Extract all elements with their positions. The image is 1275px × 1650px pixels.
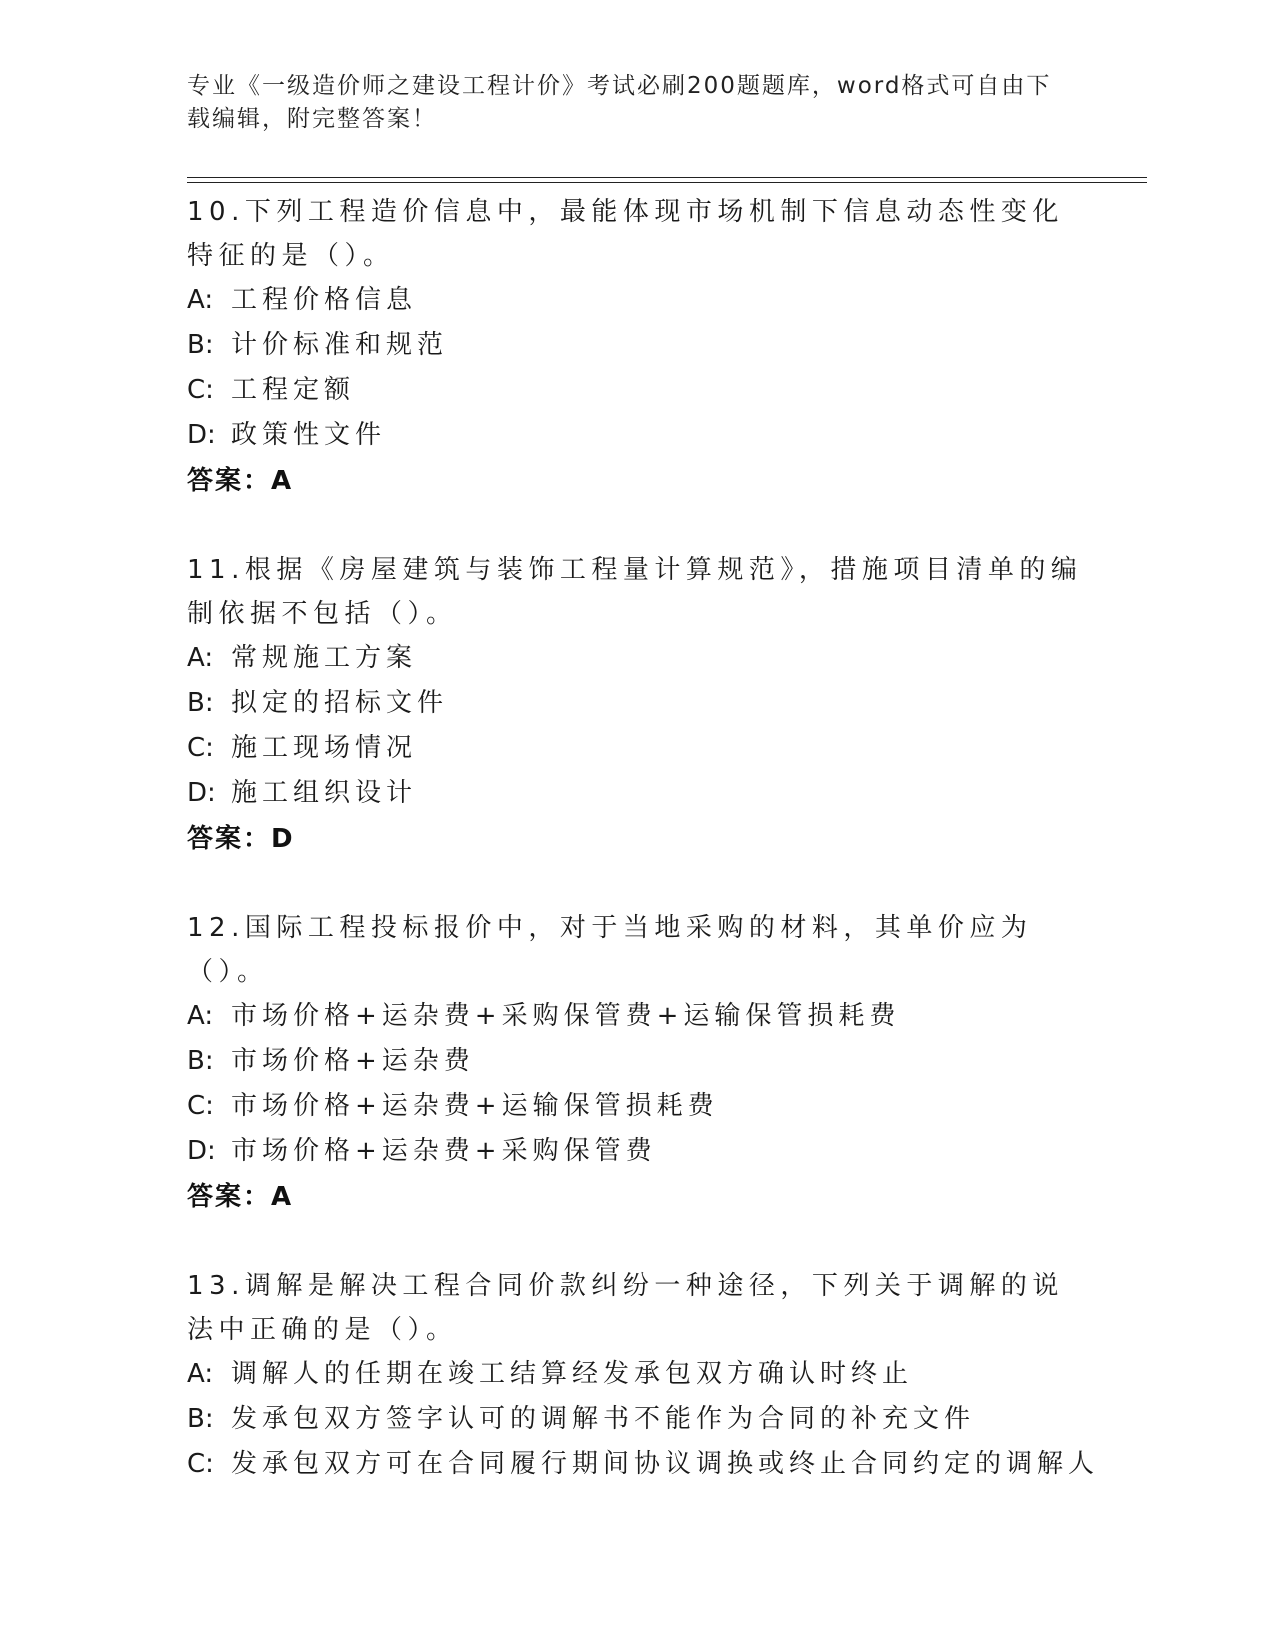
option-d xyxy=(187,1129,1087,1174)
option-a xyxy=(187,994,1087,1039)
option-letter: C: xyxy=(187,733,214,763)
option-b xyxy=(187,1397,1087,1442)
option-letter: C: xyxy=(187,375,214,405)
option-text: 计价标准和规范 xyxy=(231,330,449,360)
answer-line: 答案：D xyxy=(187,824,295,854)
option-text: 常规施工方案 xyxy=(231,643,418,673)
question-spacer xyxy=(187,504,1087,548)
option-text: 市场价格+运杂费+采购保管费 xyxy=(231,1136,657,1166)
question-text: 10.下列工程造价信息中，最能体现市场机制下信息动态性变化特征的是（）。 xyxy=(187,197,1064,271)
option-text: 政策性文件 xyxy=(231,420,387,450)
option-text: 市场价格+运杂费+采购保管费+运输保管损耗费 xyxy=(231,1001,901,1031)
question-spacer xyxy=(187,862,1087,906)
option-letter: A: xyxy=(187,285,214,315)
option-c xyxy=(187,1442,1100,1487)
option-letter: B: xyxy=(187,1046,214,1076)
answer-line: 答案：A xyxy=(187,466,294,496)
option-letter: B: xyxy=(187,1404,214,1434)
option-a xyxy=(187,1352,1087,1397)
question-list xyxy=(187,190,1100,1487)
option-text: 调解人的任期在竣工结算经发承包双方确认时终止 xyxy=(231,1359,914,1389)
option-text: 施工现场情况 xyxy=(231,733,418,763)
option-letter: D: xyxy=(187,420,216,450)
option-letter: A: xyxy=(187,1001,214,1031)
question-12 xyxy=(187,906,1087,1220)
answer-line: 答案：A xyxy=(187,1182,294,1212)
option-a xyxy=(187,278,1087,323)
option-letter: B: xyxy=(187,330,214,360)
option-b xyxy=(187,1039,1087,1084)
option-letter: B: xyxy=(187,688,214,718)
option-c xyxy=(187,368,1087,413)
option-letter: C: xyxy=(187,1091,214,1121)
option-text: 发承包双方可在合同履行期间协议调换或终止合同约定的调解人 xyxy=(231,1449,1100,1479)
option-letter: D: xyxy=(187,1136,216,1166)
option-text: 拟定的招标文件 xyxy=(231,688,449,718)
option-letter: A: xyxy=(187,643,214,673)
option-text: 发承包双方签字认可的调解书不能作为合同的补充文件 xyxy=(231,1404,976,1434)
option-text: 施工组织设计 xyxy=(231,778,418,808)
option-letter: A: xyxy=(187,1359,214,1389)
option-text: 市场价格+运杂费+运输保管损耗费 xyxy=(231,1091,719,1121)
option-d xyxy=(187,771,1087,816)
question-11 xyxy=(187,548,1087,862)
question-spacer xyxy=(187,1220,1087,1264)
option-a xyxy=(187,636,1087,681)
option-c xyxy=(187,726,1087,771)
question-text: 12.国际工程投标报价中，对于当地采购的材料，其单价应为（）。 xyxy=(187,913,1033,987)
option-letter: D: xyxy=(187,778,216,808)
question-13 xyxy=(187,1264,1100,1487)
header-divider-bottom xyxy=(187,182,1147,183)
document-intro: 专业《一级造价师之建设工程计价》考试必刷200题题库，word格式可自由下载编辑，附完整答案！ xyxy=(187,73,1052,132)
option-text: 工程定额 xyxy=(231,375,356,405)
option-b xyxy=(187,323,1087,368)
question-text: 11.根据《房屋建筑与装饰工程量计算规范》，措施项目清单的编制依据不包括（）。 xyxy=(187,555,1083,629)
option-b xyxy=(187,681,1087,726)
header-divider-top xyxy=(187,177,1147,178)
option-d xyxy=(187,413,1087,458)
option-c xyxy=(187,1084,1087,1129)
option-text: 市场价格+运杂费 xyxy=(231,1046,475,1076)
question-text: 13.调解是解决工程合同价款纠纷一种途径，下列关于调解的说法中正确的是（）。 xyxy=(187,1271,1064,1345)
option-letter: C: xyxy=(187,1449,214,1479)
question-10 xyxy=(187,190,1087,504)
option-text: 工程价格信息 xyxy=(231,285,418,315)
